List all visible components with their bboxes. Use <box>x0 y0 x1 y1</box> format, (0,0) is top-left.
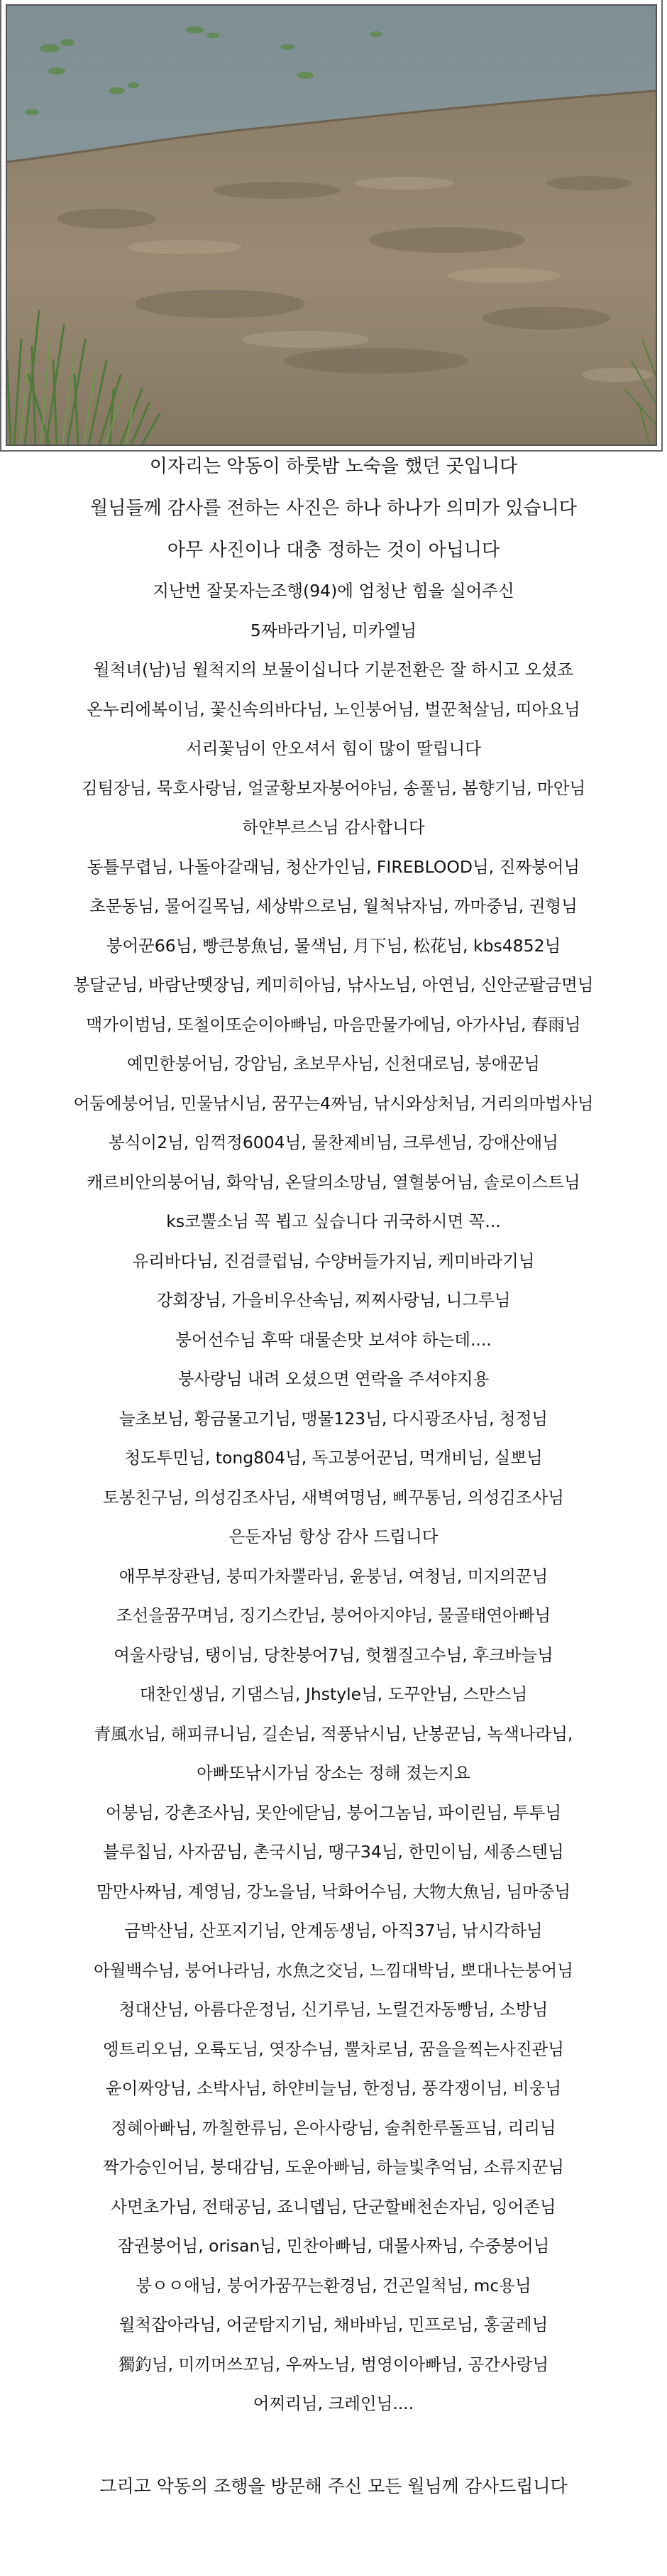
thanks-line: 여울사랑님, 탱이님, 당찬붕어7님, 헛챔질고수님, 후크바늘님 <box>114 1644 553 1665</box>
lead-line: 이자리는 악동이 하룻밤 노숙을 했던 곳입니다 <box>149 456 518 477</box>
thanks-line: 아빠또낚시가님 장소는 정해 졌는지요 <box>197 1763 470 1783</box>
blank-spacer <box>0 2424 667 2467</box>
thanks-line: 사면초가님, 전태공님, 죠니뎁님, 단군할배천손자님, 잉어존님 <box>111 2196 556 2217</box>
thanks-line: 어찌리님, 크레인님.... <box>253 2394 414 2413</box>
thanks-line: 초문동님, 물어길목님, 세상밖으로님, 월척낚자님, 까마중님, 권형님 <box>89 896 578 916</box>
thanks-line: 지난번 잘못자는조행(94)에 엄청난 힘을 실어주신 <box>153 581 514 601</box>
thanks-line: 청도투민님, tong804님, 독고붕어꾼님, 먹개비님, 실뽀님 <box>124 1448 543 1468</box>
thanks-line: 서리꽃님이 안오셔서 힘이 많이 딸립니다 <box>186 738 481 758</box>
thanks-line: 온누리에복이님, 꽃신속의바다님, 노인붕어님, 벌꾼척살님, 띠아요님 <box>87 699 580 719</box>
thanks-line: 정혜아빠님, 까칠한류님, 은아사랑님, 술취한루돌프님, 리리님 <box>111 2117 556 2138</box>
thanks-line: 봉달군님, 바람난뗏장님, 케미히아님, 낚사노님, 아연님, 신안군팔금면님 <box>73 975 594 995</box>
riverbank-photo <box>6 4 657 446</box>
thanks-line: 조선을꿈꾸며님, 징기스칸님, 붕어아지야님, 물골태연아빠님 <box>116 1605 551 1625</box>
thank-you-message <box>0 446 667 2506</box>
thanks-line: 어둠에붕어님, 민물낚시님, 꿈꾸는4짜님, 낚시와상처님, 거리의마법사님 <box>73 1093 594 1113</box>
thanks-line: 붕ㅇㅇ애님, 붕어가꿈꾸는환경님, 건곤일척님, mc용님 <box>136 2275 531 2296</box>
thanks-line: 월척잡아라님, 어굳탐지기님, 채바바님, 민프로님, 홍굴레님 <box>118 2315 549 2335</box>
thanks-line: 붕어꾼66님, 빵큰붕魚님, 물색님, 月下님, 松花님, kbs4852님 <box>106 935 561 956</box>
thanks-line: 금박산님, 산포지기님, 안계동생님, 아직37님, 낚시각하님 <box>124 1921 543 1941</box>
thanks-line: 늘초보님, 황금물고기님, 맹물123님, 다시광조사님, 청정님 <box>118 1408 549 1429</box>
thanks-line: 青風水님, 해피큐니님, 길손님, 적풍낚시님, 난봉꾼님, 녹색나라님, <box>94 1723 573 1744</box>
thanks-line: 캐르비안의붕어님, 화악님, 온달의소망님, 열혈붕어님, 솔로이스트님 <box>87 1172 580 1192</box>
thanks-line: 붕어선수님 후딱 대물손맛 보셔야 하는데.... <box>175 1329 492 1350</box>
thanks-line: 월척녀(남)님 월척지의 보물이십니다 기분전환은 잘 하시고 오셨죠 <box>93 660 574 680</box>
thanks-line: 짝가승인어님, 붕대감님, 도운아빠님, 하늘빛추억님, 소류지꾼님 <box>103 2157 564 2177</box>
thanks-line: 김팀장님, 묵호사랑님, 얼굴황보자붕어야님, 송풀님, 봄향기님, 마안님 <box>81 777 586 798</box>
thanks-line: ks코뿔소님 꼭 뵙고 싶습니다 귀국하시면 꼭... <box>166 1211 501 1231</box>
thanks-line: 윤이짜앙님, 소박사님, 하얀비늘님, 한정님, 풍각쟁이님, 비웅님 <box>105 2078 562 2098</box>
thanks-line: 애무부장관님, 붕띠가차뿔라님, 윤붕님, 여청님, 미지의꾼님 <box>118 1566 549 1586</box>
thanks-line: 獨釣님, 미끼머쓰꼬님, 우짜노님, 범영이아빠님, 공간사랑님 <box>118 2354 549 2374</box>
thanks-line: 어붕님, 강촌조사님, 못안에닫님, 붕어그놈님, 파이린님, 투투님 <box>105 1802 562 1823</box>
thanks-line: 대찬인생님, 기댐스님, Jhstyle님, 도꾸안님, 스만스님 <box>139 1684 528 1704</box>
thanks-line: 맥가이범님, 또철이또순이아빠님, 마음만물가에님, 아가사님, 春雨님 <box>86 1014 581 1035</box>
thanks-line: 아월백수님, 붕어나라님, 水魚之交님, 느낌대박님, 뽀대나는붕어님 <box>94 1960 573 1980</box>
thanks-line: 5짜바라기님, 미카엘님 <box>250 620 417 640</box>
thanks-line: 예민한붕어님, 강암님, 초보무사님, 신천대로님, 붕애꾼님 <box>127 1054 540 1074</box>
closing-line: 그리고 악동의 조행을 방문해 주신 모든 월님께 감사드립니다 <box>99 2475 568 2496</box>
thanks-line: 동틀무렵님, 나돌아갈래님, 청산가인님, FIREBLOOD님, 진짜붕어님 <box>87 856 580 877</box>
thanks-line: 유리바다님, 진검클럽님, 수양버들가지님, 케미바라기님 <box>132 1250 535 1271</box>
thanks-line: 블루칩님, 사자꿈님, 촌국시님, 땡구34님, 한민이님, 세종스텐님 <box>103 1842 564 1862</box>
thanks-line: 강회장님, 가을비우산속님, 찌찌사랑님, 니그루님 <box>156 1290 511 1310</box>
thanks-line: 은둔자님 항상 감사 드립니다 <box>228 1527 439 1546</box>
thanks-line: 봉식이2님, 임꺽정6004님, 물찬제비님, 크루센님, 강애산애님 <box>109 1133 558 1152</box>
thanks-line: 잠권붕어님, orisan님, 민찬아빠님, 대물사짜님, 수중붕어님 <box>117 2236 550 2256</box>
lead-line: 아무 사진이나 대충 정하는 것이 아닙니다 <box>167 540 500 561</box>
lead-line: 월님들께 감사를 전하는 사진은 하나 하나가 의미가 있습니다 <box>90 498 577 519</box>
thanks-line: 붕사랑님 내려 오셨으면 연락을 주셔야지용 <box>177 1369 490 1389</box>
thanks-line: 토봉친구님, 의성김조사님, 새벽여명님, 삐꾸통님, 의성김조사님 <box>103 1487 564 1507</box>
thanks-line: 엥트리오님, 오륙도님, 엿장수님, 뿔차로님, 꿈을을찍는사진관님 <box>103 2039 564 2059</box>
thanks-line: 청대산님, 아름다운정님, 신기루님, 노릴건자동빵님, 소방님 <box>118 1999 549 2019</box>
thanks-line: 맘만사짜님, 계영님, 강노을님, 낙화어수님, 大物大魚님, 님마중님 <box>96 1881 571 1901</box>
riverbank-photo-image <box>7 6 656 444</box>
thanks-line: 하얀부르스님 감사합니다 <box>242 817 425 837</box>
